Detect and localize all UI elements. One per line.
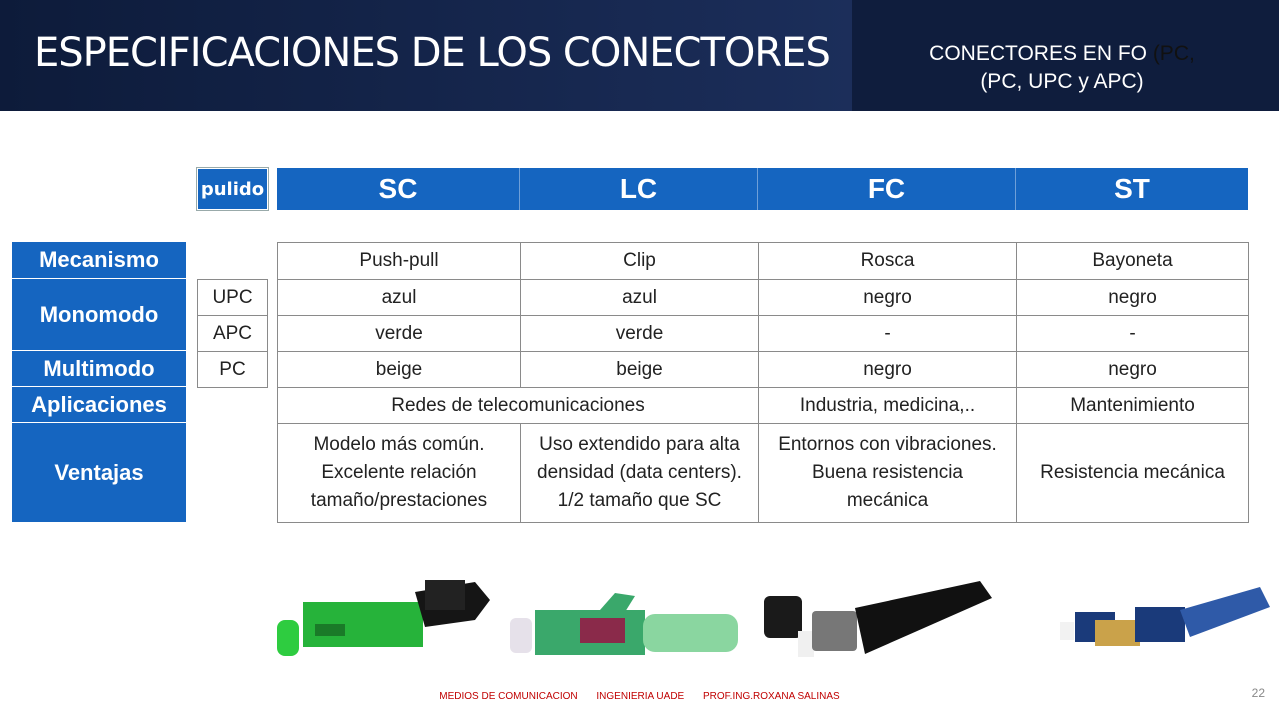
- cell-ventajas-sc: [278, 424, 521, 523]
- polish-pc: PC: [197, 351, 268, 388]
- subtitle-line1: CONECTORES EN FO: [929, 42, 1153, 65]
- table-row: [278, 424, 1249, 523]
- subtitle-line2: (PC, UPC y APC): [980, 70, 1144, 93]
- cell-mecanismo-st: Bayoneta: [1017, 243, 1249, 280]
- polish-upc: UPC: [197, 279, 268, 316]
- ventajas-lc-line: Uso extendido para alta: [539, 434, 740, 455]
- ventajas-fc-line: Buena resistencia: [811, 462, 964, 483]
- cell-aplicaciones-sc-lc: Redes de telecomunicaciones: [278, 388, 759, 424]
- cell-upc-sc: azul: [278, 280, 521, 316]
- table-row: [278, 316, 1249, 352]
- footer-professor: PROF.ING.ROXANA SALINAS: [703, 691, 840, 702]
- table-row: [278, 243, 1249, 280]
- cell-pc-lc: beige: [521, 352, 759, 388]
- ventajas-fc-line: Entornos con vibraciones.: [778, 434, 997, 455]
- table-row: [278, 388, 1249, 424]
- cell-upc-lc: azul: [521, 280, 759, 316]
- connector-table: [277, 242, 1249, 523]
- table-row: [278, 280, 1249, 316]
- ventajas-lc-line: 1/2 tamaño que SC: [557, 490, 722, 511]
- column-header-sc: SC: [277, 168, 520, 210]
- cell-mecanismo-lc: Clip: [521, 243, 759, 280]
- fc-connector-image: [760, 576, 995, 666]
- ventajas-sc-line: tamaño/prestaciones: [310, 490, 488, 511]
- cell-aplicaciones-fc: Industria, medicina,..: [759, 388, 1017, 424]
- cell-apc-fc: -: [759, 316, 1017, 352]
- row-header-ventajas: Ventajas: [12, 423, 186, 522]
- cell-mecanismo-sc: Push-pull: [278, 243, 521, 280]
- row-header-monomodo: Monomodo: [12, 279, 186, 351]
- row-header-multimodo: Multimodo: [12, 351, 186, 387]
- ventajas-sc-line: Excelente relación: [321, 462, 477, 483]
- ventajas-sc-line: Modelo más común.: [313, 434, 485, 455]
- cell-pc-fc: negro: [759, 352, 1017, 388]
- ventajas-fc-line: mecánica: [846, 490, 929, 511]
- ventajas-lc-line: densidad (data centers).: [537, 462, 742, 483]
- cell-pc-sc: beige: [278, 352, 521, 388]
- row-header-aplicaciones: Aplicaciones: [12, 387, 186, 423]
- lc-connector-image: [505, 588, 745, 668]
- page-subtitle: [852, 40, 1272, 96]
- pulido-header: pulido: [197, 168, 268, 210]
- st-connector-image: [1055, 582, 1275, 662]
- cell-upc-st: negro: [1017, 280, 1249, 316]
- column-header-lc: LC: [520, 168, 758, 210]
- cell-ventajas-st: Resistencia mecánica: [1017, 424, 1249, 523]
- cell-pc-st: negro: [1017, 352, 1249, 388]
- column-header-st: ST: [1016, 168, 1248, 210]
- sc-connector-image: [275, 572, 500, 672]
- page-number: 22: [1251, 686, 1265, 700]
- cell-upc-fc: negro: [759, 280, 1017, 316]
- cell-aplicaciones-st: Mantenimiento: [1017, 388, 1249, 424]
- cell-apc-sc: verde: [278, 316, 521, 352]
- footer: [0, 691, 1279, 702]
- cell-ventajas-lc: [521, 424, 759, 523]
- cell-ventajas-fc: [759, 424, 1017, 523]
- cell-apc-lc: verde: [521, 316, 759, 352]
- polish-apc: APC: [197, 315, 268, 352]
- column-header-fc: FC: [758, 168, 1016, 210]
- footer-course: MEDIOS DE COMUNICACION: [439, 691, 578, 702]
- cell-apc-st: -: [1017, 316, 1249, 352]
- subtitle-dark: (PC,: [1152, 42, 1195, 65]
- cell-mecanismo-fc: Rosca: [759, 243, 1017, 280]
- footer-school: INGENIERIA UADE: [596, 691, 685, 702]
- page-title: ESPECIFICACIONES DE LOS CONECTORES: [34, 30, 830, 76]
- row-header-mecanismo: Mecanismo: [12, 242, 186, 279]
- table-row: [278, 352, 1249, 388]
